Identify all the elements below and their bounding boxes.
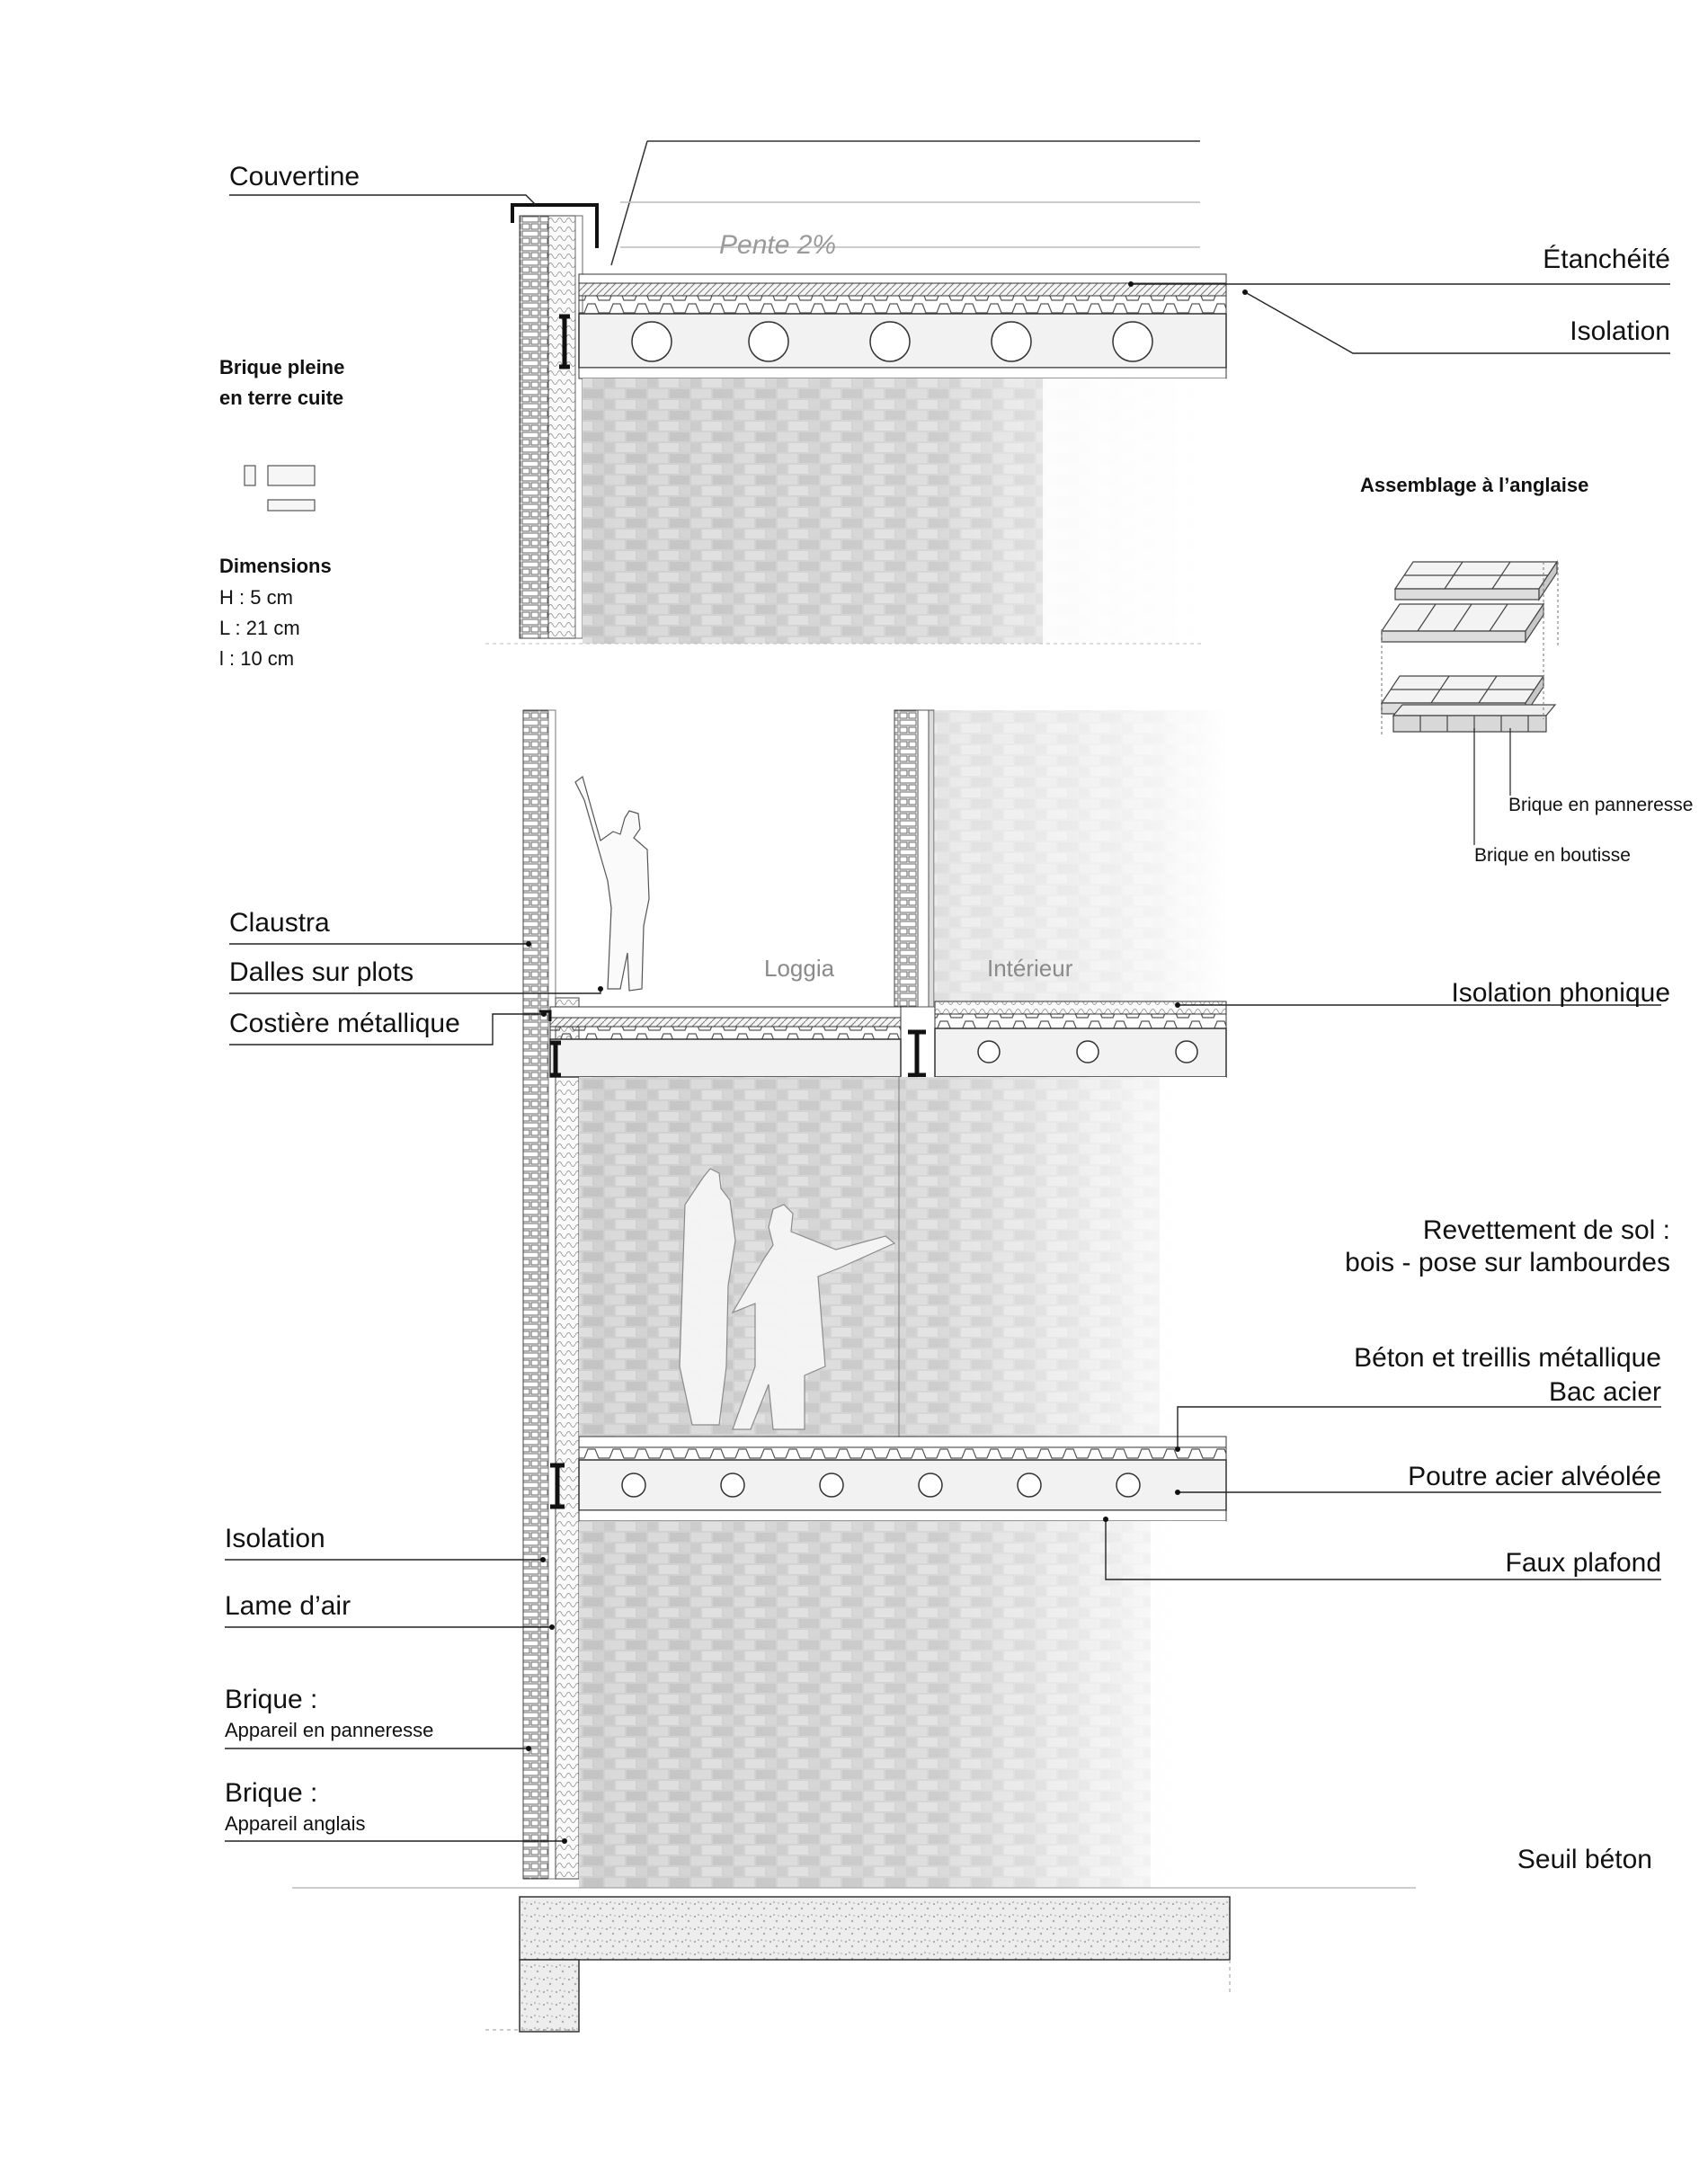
label-brique-2-title: Brique : (225, 1778, 318, 1808)
label-bac-acier: Bac acier (1548, 1377, 1661, 1407)
legend-dim-w: l : 10 cm (219, 647, 295, 670)
upper-brick-wall (485, 378, 1226, 644)
label-brique-2-sub: Appareil anglais (225, 1812, 366, 1835)
assemblage-title: Assemblage à l’anglaise (1360, 474, 1589, 496)
brick-legend-icon (245, 466, 315, 511)
label-isolation-roof: Isolation (1570, 316, 1670, 346)
label-isolation-phonique: Isolation phonique (1451, 978, 1670, 1008)
lower-brick-wall (579, 1077, 1226, 1437)
label-etancheite: Étanchéité (1543, 245, 1670, 274)
label-beton: Béton et treillis métallique (1354, 1343, 1661, 1373)
person-silhouette-loggia (575, 777, 649, 991)
label-lame-air: Lame d’air (225, 1591, 351, 1621)
legend-dim-l: L : 21 cm (219, 617, 300, 639)
label-faux-plafond: Faux plafond (1505, 1548, 1661, 1578)
claustra-wall (523, 710, 579, 1879)
label-interieur: Intérieur (987, 955, 1073, 982)
label-brique-panneresse: Brique en panneresse (1508, 795, 1694, 815)
label-pente: Pente 2% (719, 230, 837, 260)
label-brique-boutisse: Brique en boutisse (1474, 845, 1631, 866)
label-brique-1-title: Brique : (225, 1685, 318, 1714)
legend-dim-h: H : 5 cm (219, 586, 293, 609)
label-claustra: Claustra (229, 908, 330, 938)
roof-slab (559, 274, 1226, 378)
interior-brick-background (934, 710, 1231, 1007)
lower-floor-slab (550, 1437, 1226, 1521)
interior-floor (908, 1001, 1226, 1077)
label-loggia: Loggia (764, 955, 835, 982)
ground-brick-wall (579, 1521, 1226, 1888)
label-seuil-beton: Seuil béton (1517, 1845, 1652, 1874)
label-couvertine: Couvertine (229, 162, 360, 191)
legend-title-2: en terre cuite (219, 387, 344, 409)
label-dalles-sur-plots: Dalles sur plots (229, 957, 414, 987)
label-isolation-left: Isolation (225, 1524, 325, 1553)
legend-dims-title: Dimensions (219, 555, 332, 577)
label-brique-1-sub: Appareil en panneresse (225, 1719, 434, 1741)
legend-title-1: Brique pleine (219, 356, 345, 378)
label-poutre: Poutre acier alvéolée (1408, 1462, 1661, 1491)
roof-sky-lines (611, 141, 1200, 265)
interior-facade (894, 710, 934, 1007)
ground-slab (292, 1888, 1416, 2032)
label-costiere: Costière métallique (229, 1009, 460, 1038)
loggia-floor (539, 1007, 901, 1077)
label-revetement-2: bois - pose sur lambourdes (1345, 1248, 1670, 1277)
label-revetement-1: Revettement de sol : (1422, 1215, 1670, 1245)
